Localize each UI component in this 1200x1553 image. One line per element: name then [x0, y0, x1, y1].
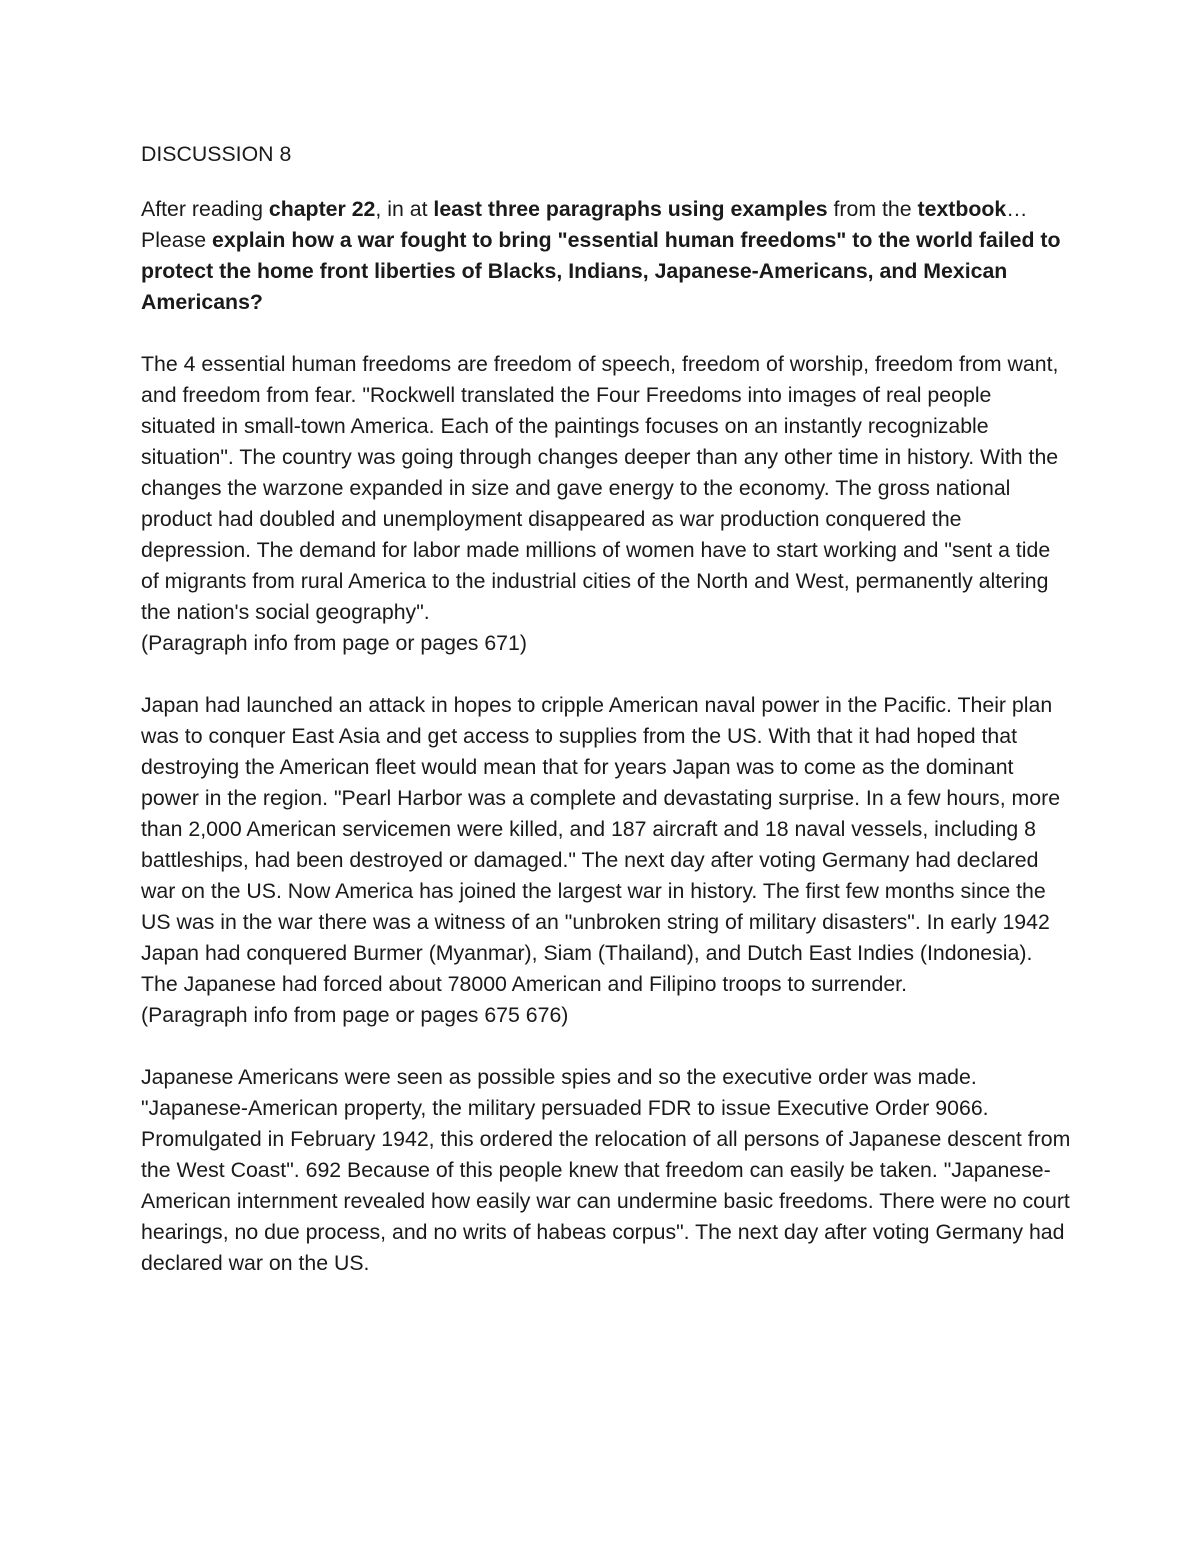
prompt-line-2: [141, 225, 1071, 318]
prompt-bold-chapter: chapter 22: [268, 197, 376, 221]
spacer: [141, 659, 1071, 690]
prompt-bold-textbook: textbook: [917, 197, 1007, 221]
prompt-text: from the: [827, 197, 918, 221]
prompt-line-1: [141, 194, 1071, 225]
prompt-text: After reading: [141, 197, 269, 221]
prompt-text: , in at: [375, 197, 434, 221]
paragraph-1: The 4 essential human freedoms are freedom of speech, freedom of worship, freedom from want, and freedom from fear. "Rockwell translated the Four Freedoms into images of real people situated in small-town America. Each of the paintings focuses on an instantly recognizable situation". The country was going through changes deeper than any other time in history. With the changes the warzone expanded in size and gave energy to the economy. The gross national product had doubled and unemployment disappeared as war production conquered the depression. The demand for labor made millions of women have to start working and "sent a tide of migrants from rural America to the industrial cities of the North and West, permanently altering the nation's social geography".: [141, 352, 1059, 624]
prompt-bold-question: explain how a war fought to bring "essential human freedoms" to the world failed to protect the home front liberties of Blacks, Indians, Japanese-Americans, and Mexican Americans?: [141, 228, 1061, 314]
paragraph-1-source: (Paragraph info from page or pages 671): [141, 631, 527, 655]
spacer: [141, 1031, 1071, 1062]
paragraph-2-source: (Paragraph info from page or pages 675 676): [141, 1003, 569, 1027]
paragraph-3: Japanese Americans were seen as possible spies and so the executive order was made. "Japanese-American property, the military persuaded FDR to issue Executive Order 9066. Promulgated in February 1942, this ordered the relocation of all persons of Japanese descent from the West Coast". 692 Because of this people knew that freedom can easily be taken. "Japanese-American internment revealed how easily war can undermine basic freedoms. There were no court hearings, no due process, and no writs of habeas corpus". The next day after voting Germany had declared war on the US.: [141, 1065, 1071, 1275]
prompt-text: …: [1006, 197, 1028, 221]
document-page: [141, 139, 1071, 1279]
document-title: DISCUSSION 8: [141, 142, 292, 166]
prompt-bold-requirement: least three paragraphs using examples: [433, 197, 828, 221]
paragraph-2: Japan had launched an attack in hopes to cripple American naval power in the Pacific. Their plan was to conquer East Asia and get access to supplies from the US. With that it had hoped that destroying the American fleet would mean that for years Japan was to come as the dominant power in the region. "Pearl Harbor was a complete and devastating surprise. In a few hours, more than 2,000 American servicemen were killed, and 187 aircraft and 18 naval vessels, including 8 battleships, had been destroyed or damaged." The next day after voting Germany had declared war on the US. Now America has joined the largest war in history. The first few months since the US was in the war there was a witness of an "unbroken string of military disasters". In early 1942 Japan had conquered Burmer (Myanmar), Siam (Thailand), and Dutch East Indies (Indonesia). The Japanese had forced about 78000 American and Filipino troops to surrender.: [141, 693, 1061, 996]
prompt-text: Please: [141, 228, 213, 252]
spacer: [141, 318, 1071, 349]
